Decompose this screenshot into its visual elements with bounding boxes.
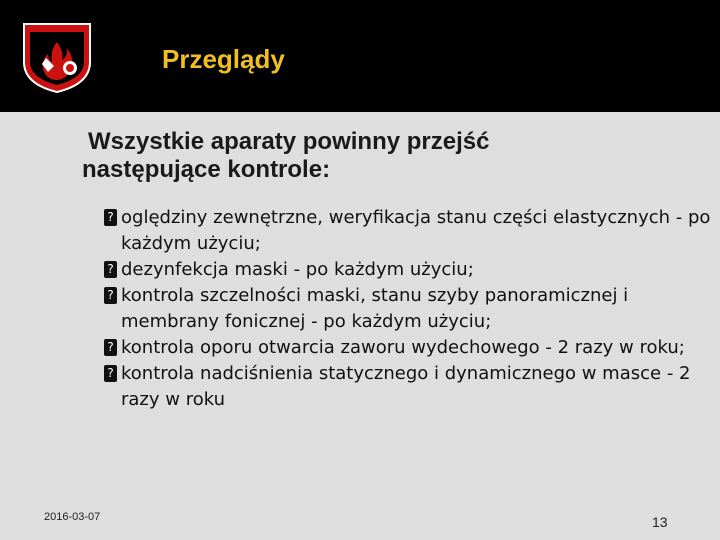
bullet-item: [104, 335, 712, 361]
bullet-list: [104, 205, 712, 413]
fire-brigade-emblem-icon: [18, 18, 96, 94]
slide-title: Przeglądy: [162, 44, 285, 74]
subtitle-line-1: Wszystkie aparaty powinny przejść: [88, 128, 490, 155]
subtitle-line-2: następujące kontrole:: [82, 156, 331, 183]
bullet-item: [104, 283, 712, 335]
bullet-item: [104, 257, 712, 283]
bullet-text: kontrola oporu otwarcia zaworu wydechowego - 2 razy w roku;: [121, 337, 685, 358]
bullet-text: oględziny zewnętrzne, weryfikacja stanu części elastycznych - po każdym użyciu;: [121, 207, 711, 254]
bullet-text: kontrola nadciśnienia statycznego i dynamicznego w masce - 2 razy w roku: [121, 363, 691, 410]
bullet-glyph-icon: ?: [104, 287, 117, 304]
bullet-item: [104, 205, 712, 257]
bullet-glyph-icon: ?: [104, 261, 117, 278]
slide-subtitle: [82, 128, 642, 184]
bullet-item: [104, 361, 712, 413]
bullet-glyph-icon: ?: [104, 339, 117, 356]
header-bar: [0, 0, 720, 112]
bullet-glyph-icon: ?: [104, 365, 117, 382]
bullet-text: dezynfekcja maski - po każdym użyciu;: [121, 259, 474, 280]
slide-date: 2016-03-07: [44, 511, 101, 523]
page-number: 13: [652, 514, 668, 530]
bullet-text: kontrola szczelności maski, stanu szyby panoramicznej i membrany fonicznej - po każdym użyciu;: [121, 285, 629, 332]
bullet-glyph-icon: ?: [104, 209, 117, 226]
